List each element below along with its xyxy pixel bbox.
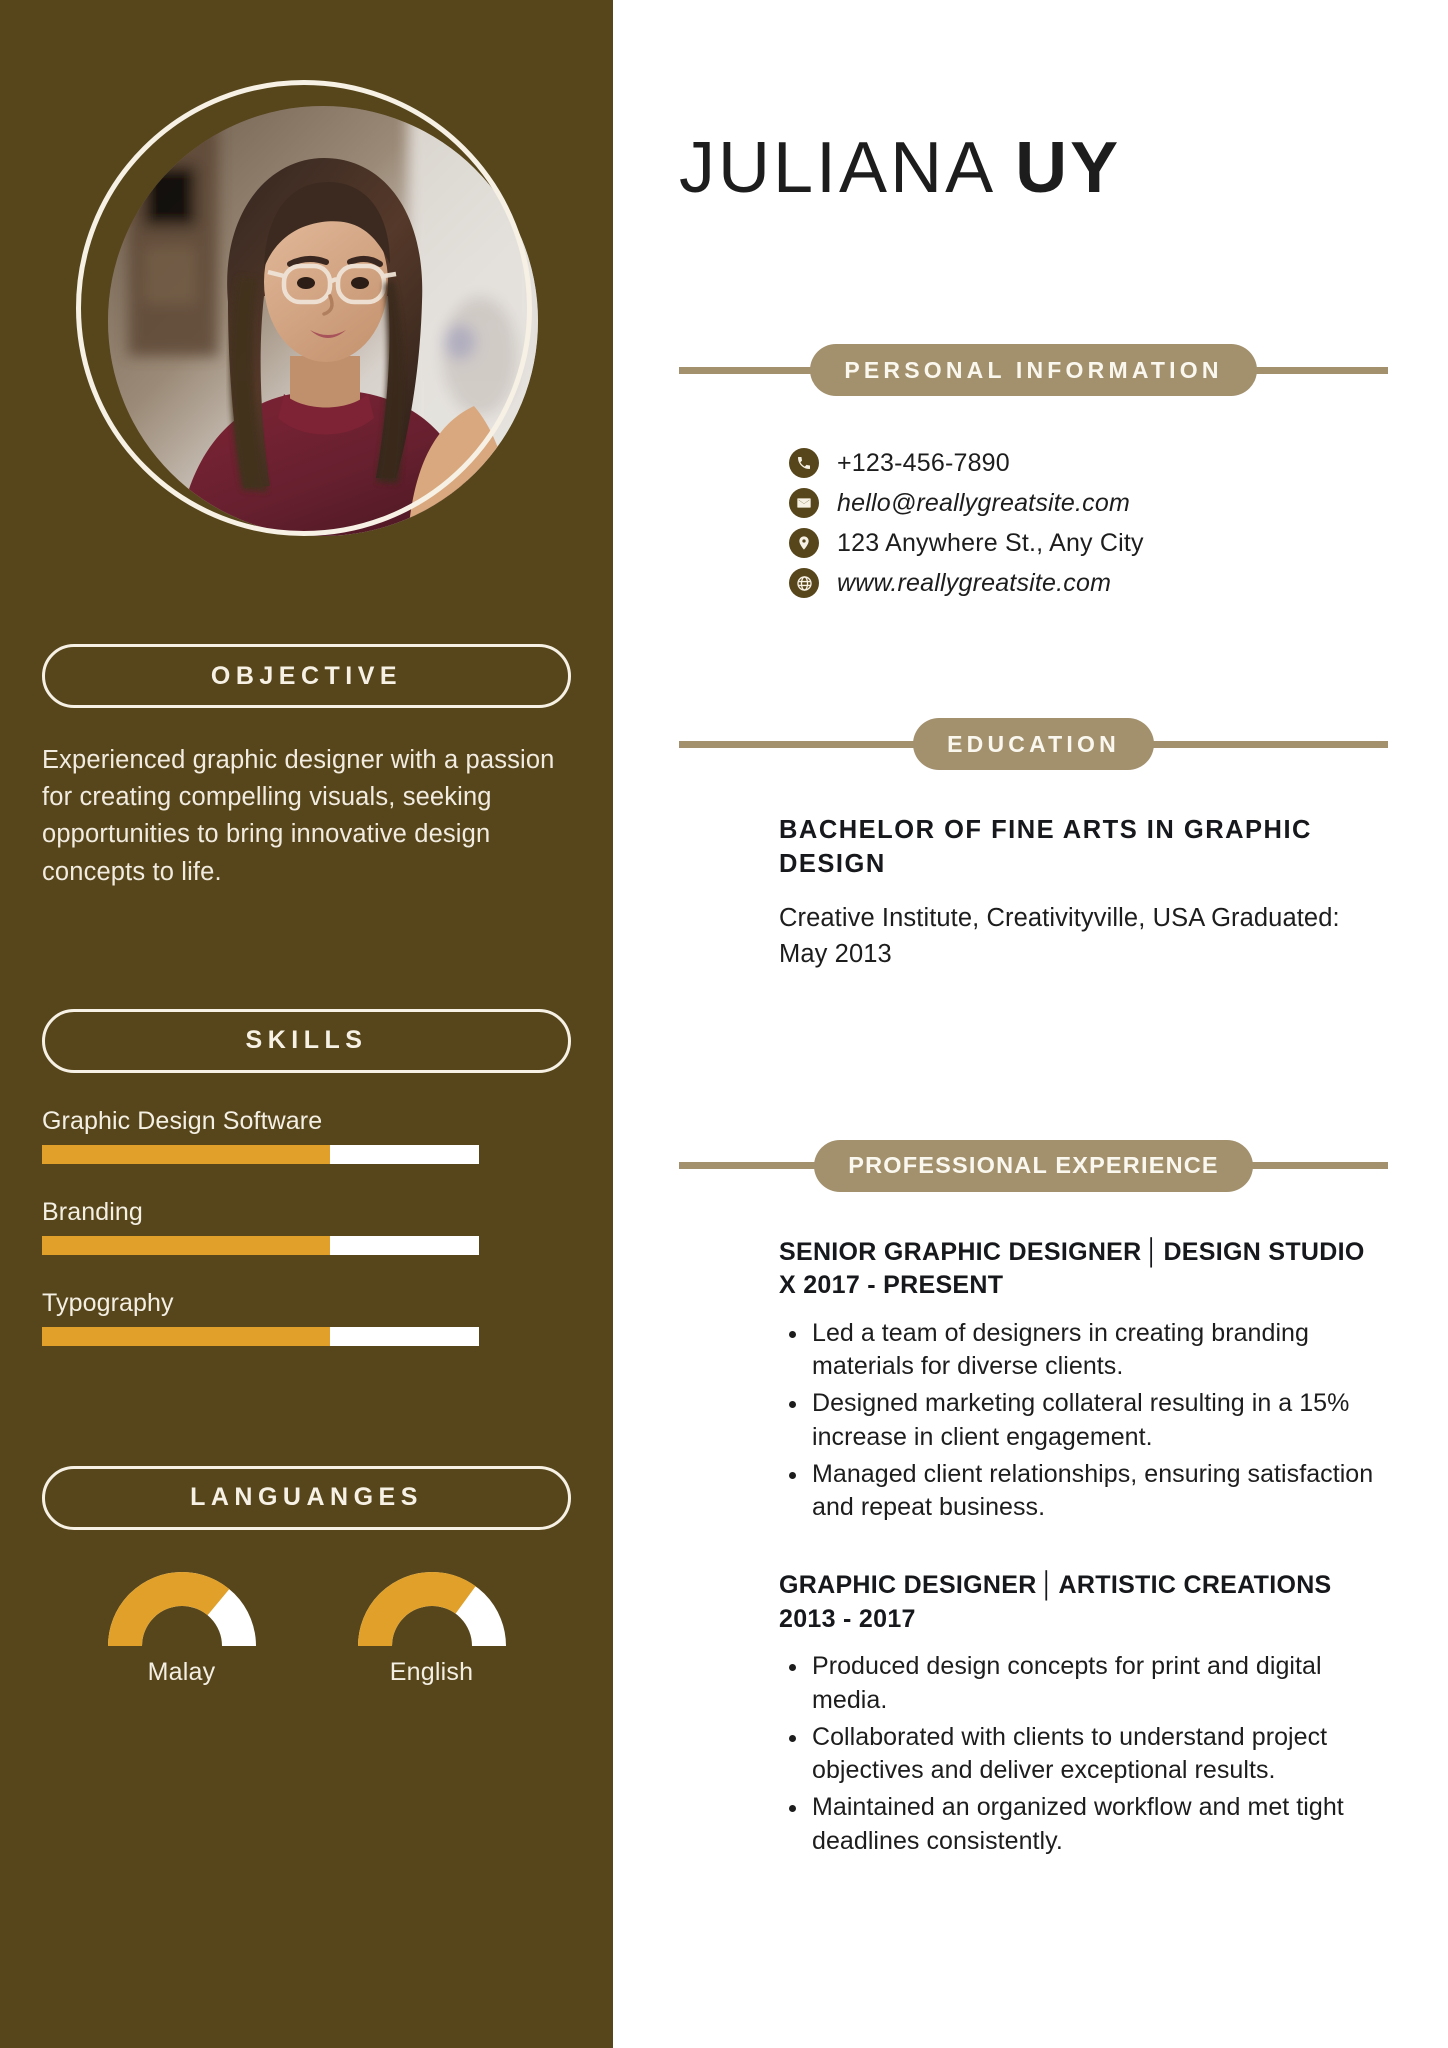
languages-section bbox=[42, 1466, 571, 1687]
education-section bbox=[679, 718, 1388, 972]
skill-progress-track bbox=[42, 1145, 479, 1164]
heading-rule-left bbox=[679, 367, 812, 374]
contact-list bbox=[679, 448, 1388, 598]
page-title bbox=[679, 128, 1388, 208]
contact-phone-value: +123-456-7890 bbox=[837, 449, 1010, 477]
experience-section bbox=[679, 1140, 1388, 1859]
portrait-illustration bbox=[108, 106, 538, 536]
experience-role: GRAPHIC DESIGNER bbox=[779, 1571, 1037, 1600]
objective-heading: OBJECTIVE bbox=[42, 644, 571, 708]
contact-row-phone bbox=[789, 448, 1388, 478]
sidebar bbox=[0, 0, 613, 2048]
experience-company: ARTISTIC CREATIONS 2013 - 2017 bbox=[779, 1571, 1332, 1633]
education-body bbox=[679, 814, 1388, 972]
languages-heading: LANGUANGES bbox=[42, 1466, 571, 1530]
phone-icon bbox=[789, 448, 819, 478]
skill-progress-fill bbox=[42, 1327, 330, 1346]
experience-title bbox=[779, 1569, 1388, 1636]
experience-company: DESIGN STUDIO X 2017 - PRESENT bbox=[779, 1237, 1365, 1300]
personal-information-section bbox=[679, 344, 1388, 598]
experience-role: SENIOR GRAPHIC DESIGNER bbox=[779, 1237, 1142, 1266]
language-gauges bbox=[42, 1572, 571, 1687]
contact-row-email bbox=[789, 488, 1388, 518]
profile-photo bbox=[72, 78, 542, 548]
experience-heading-bar bbox=[679, 1140, 1388, 1192]
globe-icon bbox=[789, 568, 819, 598]
heading-rule-right bbox=[1255, 367, 1388, 374]
language-gauge-arc bbox=[107, 1572, 257, 1650]
heading-rule-left bbox=[679, 741, 915, 748]
experience-body bbox=[679, 1236, 1388, 1859]
location-pin-icon bbox=[789, 528, 819, 558]
skill-progress-track bbox=[42, 1327, 479, 1346]
experience-heading: PROFESSIONAL EXPERIENCE bbox=[814, 1140, 1253, 1192]
skill-item bbox=[42, 1289, 571, 1346]
experience-bullets bbox=[779, 1317, 1388, 1526]
skill-label: Typography bbox=[42, 1288, 174, 1317]
skill-progress-fill bbox=[42, 1145, 330, 1164]
skill-label: Branding bbox=[42, 1197, 143, 1226]
education-heading-bar bbox=[679, 718, 1388, 770]
objective-section bbox=[42, 644, 571, 891]
list-item: Led a team of designers in creating branding materials for diverse clients. bbox=[810, 1317, 1388, 1385]
list-item: Maintained an organized workflow and met tight deadlines consistently. bbox=[810, 1791, 1388, 1859]
heading-rule-right bbox=[1152, 741, 1388, 748]
photo-circle bbox=[108, 106, 538, 536]
envelope-icon bbox=[789, 488, 819, 518]
language-label: English bbox=[389, 1657, 474, 1686]
personal-information-heading-bar bbox=[679, 344, 1388, 396]
heading-rule-right bbox=[1251, 1162, 1388, 1169]
experience-title bbox=[779, 1236, 1388, 1303]
education-school: Creative Institute, Creativityville, USA Graduated: May 2013 bbox=[779, 904, 1340, 968]
contact-row-website bbox=[789, 568, 1388, 598]
skills-heading: SKILLS bbox=[42, 1009, 571, 1073]
main-content bbox=[613, 0, 1448, 2048]
contact-email-value: hello@reallygreatsite.com bbox=[837, 489, 1131, 517]
contact-address-value: 123 Anywhere St., Any City bbox=[837, 529, 1144, 557]
skill-progress-fill bbox=[42, 1236, 330, 1255]
skill-label: Graphic Design Software bbox=[42, 1106, 323, 1135]
list-item: Collaborated with clients to understand project objectives and deliver exceptional results. bbox=[810, 1721, 1388, 1789]
contact-website-value: www.reallygreatsite.com bbox=[837, 569, 1112, 597]
language-label: Malay bbox=[147, 1657, 216, 1686]
list-item: Designed marketing collateral resulting in a 15% increase in client engagement. bbox=[810, 1387, 1388, 1455]
objective-text: Experienced graphic designer with a passion for creating compelling visuals, seeking opportunities to bring innovative design concepts to life. bbox=[42, 746, 555, 886]
experience-entry bbox=[779, 1236, 1388, 1526]
skill-progress-track bbox=[42, 1236, 479, 1255]
title-separator: │ bbox=[1144, 1237, 1161, 1266]
heading-rule-left bbox=[679, 1162, 816, 1169]
experience-bullets bbox=[779, 1650, 1388, 1859]
skill-item bbox=[42, 1107, 571, 1164]
first-name: JULIANA bbox=[679, 128, 993, 208]
skill-item bbox=[42, 1198, 571, 1255]
language-item bbox=[347, 1572, 517, 1687]
language-item bbox=[97, 1572, 267, 1687]
education-heading: EDUCATION bbox=[913, 718, 1154, 770]
experience-entry bbox=[779, 1569, 1388, 1859]
list-item: Produced design concepts for print and digital media. bbox=[810, 1650, 1388, 1718]
skills-section bbox=[42, 1009, 571, 1346]
language-gauge-arc bbox=[357, 1572, 507, 1650]
last-name: UY bbox=[1015, 128, 1122, 208]
personal-information-heading: PERSONAL INFORMATION bbox=[810, 344, 1256, 396]
contact-row-address bbox=[789, 528, 1388, 558]
title-separator: │ bbox=[1039, 1571, 1056, 1600]
education-degree: BACHELOR OF FINE ARTS IN GRAPHIC DESIGN bbox=[779, 816, 1312, 878]
list-item: Managed client relationships, ensuring satisfaction and repeat business. bbox=[810, 1458, 1388, 1526]
